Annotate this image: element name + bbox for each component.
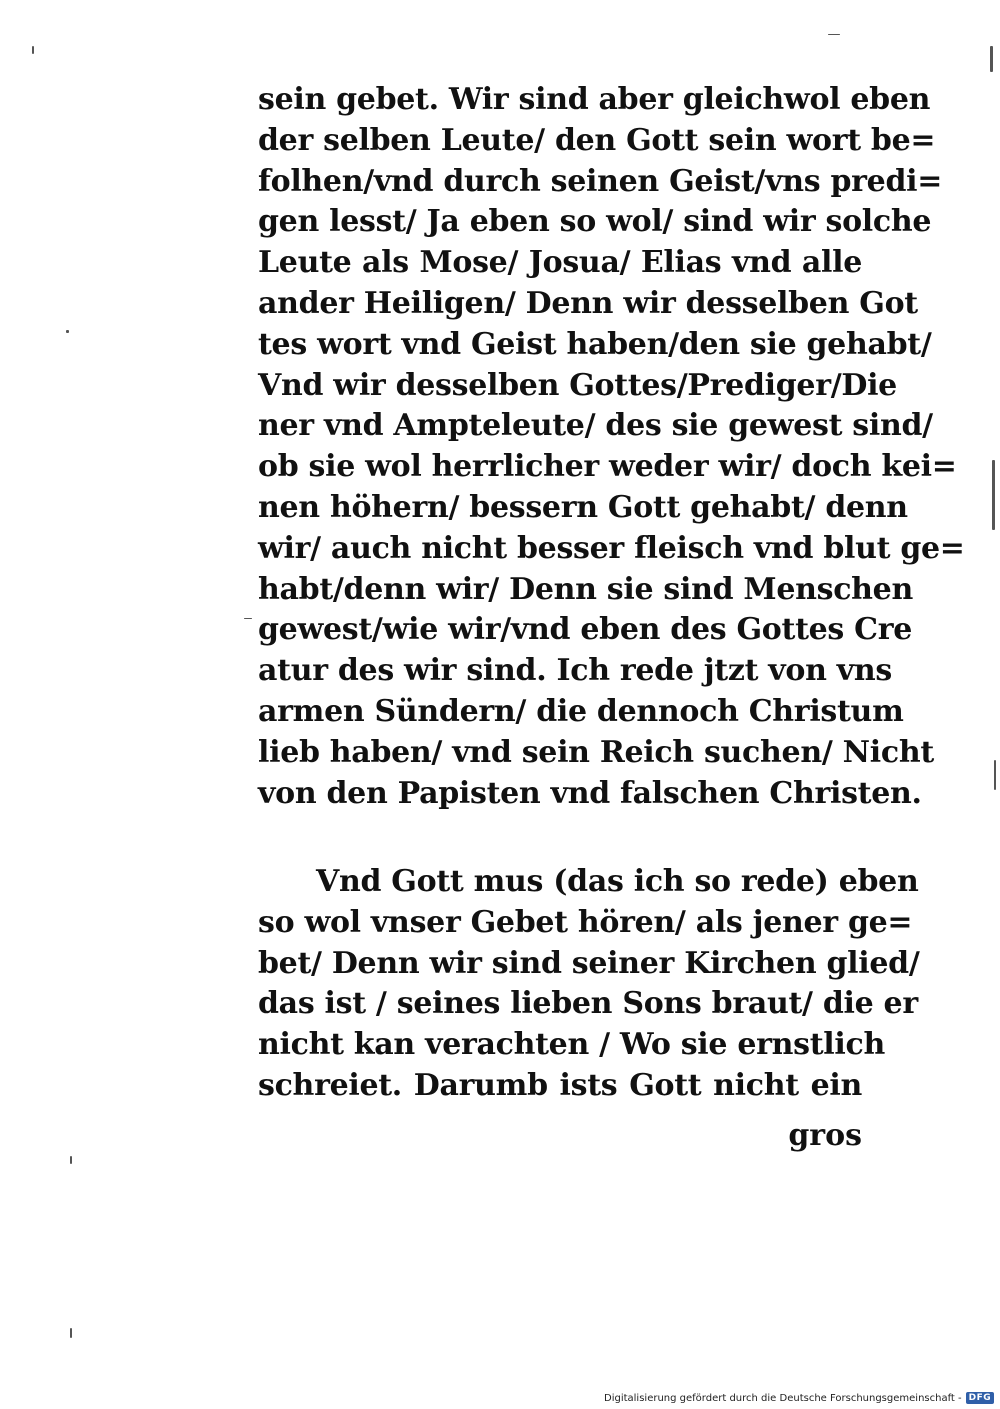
text-line: atur des wir sind. Ich rede jtzt von vns: [258, 653, 893, 689]
text-line: nen höhern/ bessern Gott gehabt/ denn: [258, 489, 908, 525]
scan-speck: [66, 330, 69, 333]
paragraph-1: [258, 80, 965, 814]
scan-speck: [32, 46, 34, 54]
text-line: das ist / seines lieben Sons braut/ die er: [258, 986, 918, 1022]
scan-speck: [828, 34, 840, 35]
dfg-logo: DFG: [966, 1392, 995, 1404]
text-line: bet/ Denn wir sind seiner Kirchen glied/: [258, 945, 920, 981]
text-line: Vnd wir desselben Gottes/Prediger/Die: [258, 367, 897, 403]
text-line: Vnd Gott mus (das ich so rede) eben: [316, 864, 919, 899]
scan-speck: [992, 460, 995, 530]
text-line: habt/denn wir/ Denn sie sind Menschen: [258, 571, 913, 607]
text-line: so wol vnser Gebet hören/ als jener ge=: [258, 904, 913, 940]
text-line: gen lesst/ Ja eben so wol/ sind wir solche: [258, 204, 932, 240]
text-line: folhen/vnd durch seinen Geist/vns predi=: [258, 163, 943, 199]
text-line: tes wort vnd Geist haben/den sie gehabt/: [258, 326, 932, 362]
text-line: ob sie wol herrlicher weder wir/ doch kei=: [258, 449, 957, 485]
scan-speck: [70, 1156, 72, 1164]
footer-text: Digitalisierung gefördert durch die Deutsche Forschungsgemeinschaft -: [604, 1392, 962, 1404]
paragraph-2: [258, 862, 920, 1107]
text-line: wir/ auch nicht besser fleisch vnd blut ge=: [258, 530, 965, 566]
text-line: schreiet. Darumb ists Gott nicht ein: [258, 1067, 862, 1103]
text-line: sein gebet. Wir sind aber gleichwol eben: [258, 82, 931, 117]
text-line: ner vnd Ampteleute/ des sie gewest sind/: [258, 408, 933, 444]
text-line: von den Papisten vnd falschen Christen.: [258, 775, 922, 811]
scan-speck: [994, 760, 996, 790]
text-line: Leute als Mose/ Josua/ Elias vnd alle: [258, 245, 862, 281]
text-line: armen Sündern/ die dennoch Christum: [258, 693, 904, 729]
catchword: gros: [788, 1118, 862, 1153]
scan-speck: [70, 1328, 72, 1338]
text-line: ander Heiligen/ Denn wir desselben Got: [258, 285, 918, 321]
scan-speck: [244, 618, 252, 619]
text-line: gewest/wie wir/vnd eben des Gottes Cre: [258, 612, 913, 648]
scan-speck: [990, 46, 993, 72]
text-line: der selben Leute/ den Gott sein wort be=: [258, 122, 936, 158]
text-line: nicht kan verachten / Wo sie ernstlich: [258, 1027, 885, 1063]
digitization-footer: [604, 1390, 994, 1406]
text-line: lieb haben/ vnd sein Reich suchen/ Nicht: [258, 734, 934, 770]
